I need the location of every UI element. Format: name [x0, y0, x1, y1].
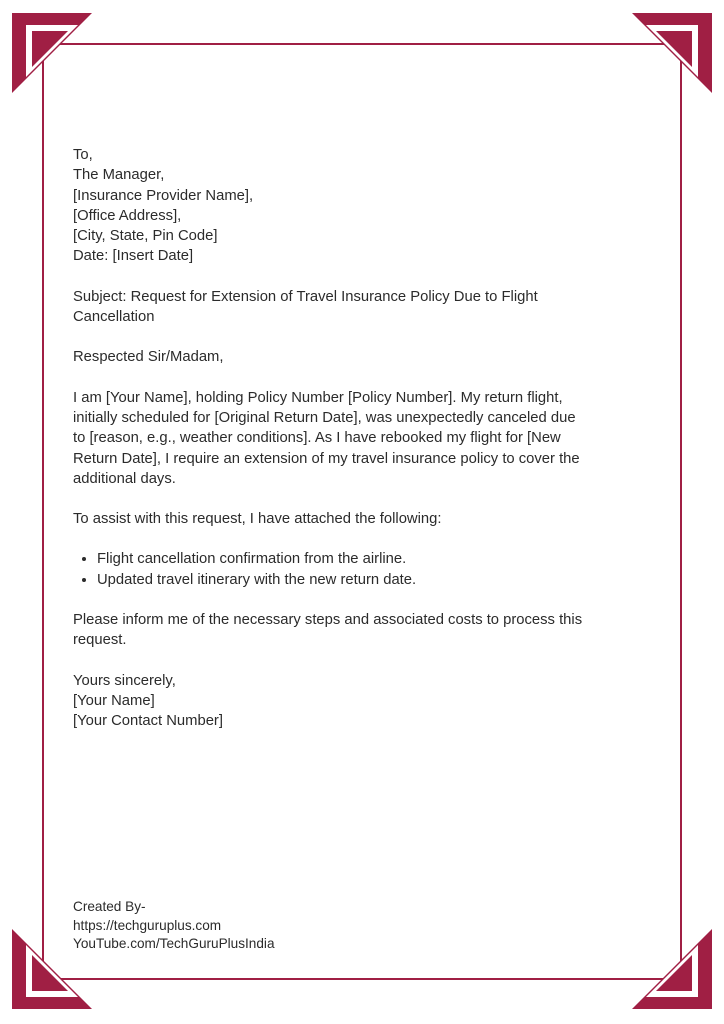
- body-line: Return Date], I require an extension of my travel insurance policy to cover the: [73, 450, 580, 467]
- date-line: Date: [Insert Date]: [73, 248, 194, 265]
- list-item: • Updated travel itinerary with the new return date.: [97, 570, 653, 590]
- letter-body: [73, 145, 653, 732]
- website-link[interactable]: https://techguruplus.com: [73, 917, 222, 933]
- closing-paragraph: [73, 610, 653, 651]
- corner-ornament-bottom-right: [616, 913, 712, 1009]
- address-line: [City, State, Pin Code]: [73, 228, 218, 245]
- body-line: initially scheduled for [Original Return Date], was unexpectedly canceled due: [73, 409, 576, 426]
- subject-line: [73, 287, 653, 328]
- credits-footer: [73, 898, 275, 954]
- credits-label: Created By-: [73, 899, 146, 914]
- attachments-intro-text: To assist with this request, I have attached the following:: [73, 511, 442, 528]
- salutation: [73, 347, 653, 367]
- address-line: [Office Address],: [73, 207, 182, 224]
- address-line: [Insurance Provider Name],: [73, 187, 254, 204]
- body-line: additional days.: [73, 470, 176, 487]
- attachments-intro: [73, 509, 653, 529]
- signoff-line: Yours sincerely,: [73, 672, 176, 689]
- subject-text: Subject: Request for Extension of Travel Insurance Policy Due to Flight: [73, 288, 538, 305]
- corner-ornament-top-left: [12, 13, 108, 109]
- corner-ornament-top-right: [616, 13, 712, 109]
- body-paragraph: [73, 388, 653, 489]
- recipient-address: [73, 145, 653, 267]
- address-line: To,: [73, 147, 93, 163]
- youtube-link[interactable]: YouTube.com/TechGuruPlusIndia: [73, 936, 275, 951]
- signoff-line: [Your Contact Number]: [73, 713, 223, 730]
- salutation-text: Respected Sir/Madam,: [73, 349, 224, 366]
- subject-text: Cancellation: [73, 309, 155, 326]
- attachments-list: [73, 549, 653, 590]
- address-line: The Manager,: [73, 167, 165, 184]
- signoff-line: [Your Name]: [73, 692, 155, 709]
- body-line: to [reason, e.g., weather conditions]. As I have rebooked my flight for [New: [73, 430, 561, 447]
- closing-line: Please inform me of the necessary steps and associated costs to process this: [73, 612, 583, 629]
- list-item: • Flight cancellation confirmation from the airline.: [97, 549, 653, 569]
- signoff: [73, 671, 653, 732]
- closing-line: request.: [73, 632, 127, 649]
- body-line: I am [Your Name], holding Policy Number [Policy Number]. My return flight,: [73, 389, 563, 406]
